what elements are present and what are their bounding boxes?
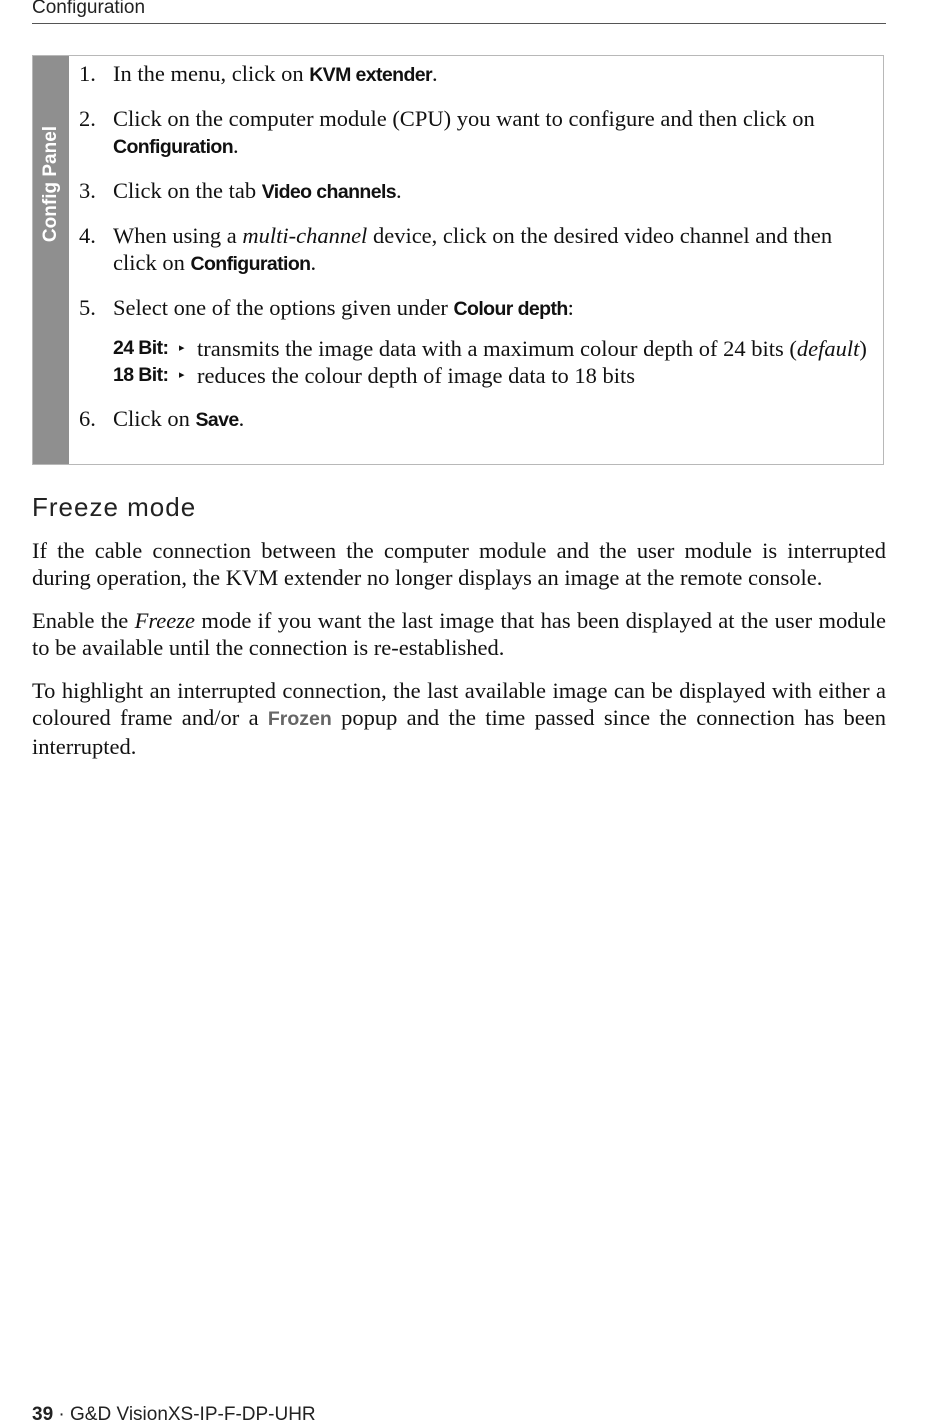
ui-term: Video channels	[261, 181, 397, 203]
config-panel-box	[32, 55, 884, 465]
emphasis: default	[796, 336, 860, 361]
paragraph-text: popup and the time passed since the connection has been interrupted.	[32, 705, 886, 759]
step-punct: .	[310, 250, 317, 275]
step-number: 6.	[79, 406, 96, 431]
section-heading: Freeze mode	[32, 492, 197, 522]
section-body	[32, 537, 886, 776]
header-divider	[32, 23, 886, 24]
ui-term: Colour depth	[453, 298, 568, 320]
paragraph-text: mode if you want the last image that has been displayed at the user module to be available until the connection is re-established.	[32, 608, 886, 660]
step-number: 4.	[79, 223, 96, 248]
paragraph-text: Enable the	[32, 608, 135, 633]
step-2	[79, 105, 869, 161]
step-punct: :	[567, 295, 574, 320]
footer-separator: ·	[53, 1404, 71, 1425]
emphasis: Freeze	[134, 608, 196, 633]
option-label: 24 Bit:	[113, 337, 169, 359]
panel-side-tab	[33, 56, 69, 464]
ui-term: Configuration	[190, 253, 311, 275]
steps-list	[79, 60, 869, 450]
step-4	[79, 222, 869, 278]
panel-side-label: Config Panel	[40, 125, 61, 243]
ui-term: Save	[195, 409, 239, 431]
ui-term: Frozen	[267, 708, 332, 730]
paragraph-2	[32, 607, 886, 661]
step-text: Select one of the options given under	[113, 295, 454, 320]
emphasis: multi-channel	[242, 223, 368, 248]
option-text: reduces the colour depth of image data to 18 bits	[197, 363, 635, 388]
step-5	[79, 294, 869, 323]
step-text: Click on	[113, 406, 196, 431]
step-punct: .	[432, 61, 438, 86]
step-text: Click on the computer module (CPU) you want to configure and then click on	[113, 106, 815, 131]
arrow-icon: ▸	[179, 342, 185, 354]
step-number: 2.	[79, 106, 96, 131]
step-text: device, click on the desired video channel and then click on	[113, 223, 833, 275]
step-6	[79, 405, 869, 434]
step-text: When using a	[113, 223, 243, 248]
paragraph-3	[32, 677, 886, 760]
running-header: Configuration	[32, 0, 146, 18]
option-18-bit	[113, 362, 869, 389]
step-number: 1.	[79, 61, 96, 86]
step-number: 3.	[79, 178, 96, 203]
step-punct: .	[396, 178, 402, 203]
step-text: Click on the tab	[113, 178, 262, 203]
step-3	[79, 177, 869, 206]
ui-term: KVM extender	[309, 64, 433, 86]
colour-depth-options	[79, 335, 869, 389]
arrow-icon: ▸	[179, 369, 185, 381]
option-label: 18 Bit:	[113, 364, 169, 386]
product-name: G&D VisionXS-IP-F-DP-UHR	[70, 1404, 316, 1425]
step-text: In the menu, click on	[113, 61, 310, 86]
step-number: 5.	[79, 295, 96, 320]
option-text: transmits the image data with a maximum colour depth of 24 bits (	[197, 336, 797, 361]
option-punct: )	[859, 336, 867, 361]
paragraph-text: To highlight an interrupted connection, the last available image can be displayed with either a coloured frame and/or a	[32, 678, 886, 730]
ui-term: Configuration	[113, 136, 234, 158]
step-punct: .	[233, 133, 239, 158]
paragraph-1: If the cable connection between the computer module and the user module is interrupted during operation, the KVM extender no longer displays an image at the remote console.	[32, 538, 886, 590]
step-punct: .	[238, 406, 245, 431]
option-24-bit	[113, 335, 869, 362]
page-number: 39	[32, 1404, 54, 1425]
page-footer	[32, 1404, 316, 1426]
step-1	[79, 60, 869, 89]
